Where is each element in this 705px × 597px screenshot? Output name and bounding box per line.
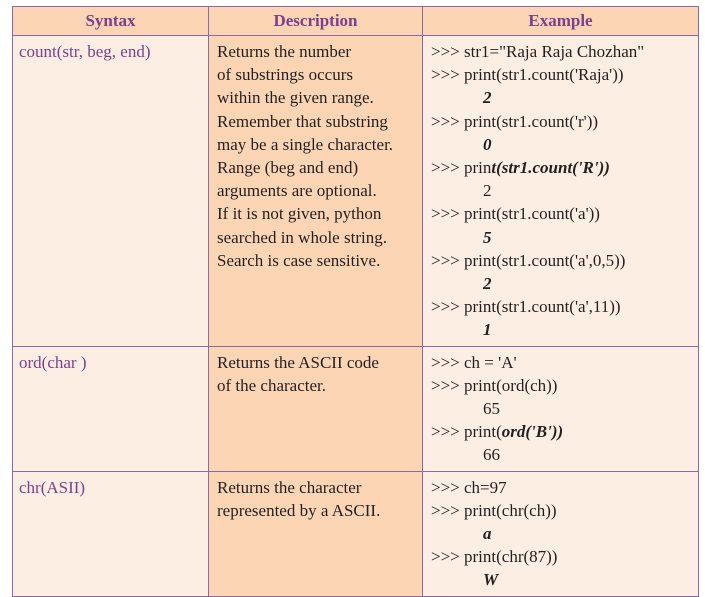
example-output: 0	[483, 134, 492, 154]
example-code-line	[431, 156, 690, 179]
description-line: Remember that substring	[217, 111, 388, 131]
example-code-line: >>> print(chr(ch))	[431, 500, 557, 520]
example-code-line: >>> str1="Raja Raja Chozhan"	[431, 42, 645, 61]
syntax-cell: ord(char )	[13, 346, 209, 471]
description-line: Search is case sensitive.	[217, 250, 381, 270]
header-description: Description	[209, 7, 423, 36]
example-output: 2	[483, 181, 492, 201]
example-code-line	[431, 420, 690, 443]
example-output: W	[483, 570, 499, 590]
description-line: Returns the character	[217, 477, 362, 497]
description-line: arguments are optional.	[217, 181, 377, 201]
example-output: 2	[483, 88, 492, 108]
example-code-line: >>> print(ord(ch))	[431, 375, 558, 395]
example-output: a	[483, 524, 492, 544]
example-code-line: >>> print(chr(87))	[431, 547, 558, 567]
description-line: Range (beg and end)	[217, 158, 359, 178]
example-code-line: >>> print(str1.count('a',0,5))	[431, 250, 626, 270]
description-line: Returns the ASCII code	[217, 352, 379, 372]
example-code-line: >>> print(str1.count('r'))	[431, 111, 599, 131]
description-line: within the given range.	[217, 88, 374, 108]
description-cell	[209, 471, 423, 596]
syntax-cell: chr(ASII)	[13, 471, 209, 596]
description-line: Returns the number	[217, 42, 352, 61]
table-header	[13, 7, 699, 36]
header-syntax: Syntax	[13, 7, 209, 36]
description-cell	[209, 36, 423, 347]
description-line: may be a single character.	[217, 134, 394, 154]
example-output: 1	[483, 320, 492, 340]
example-output: 5	[483, 227, 492, 247]
example-code-line: >>> ch=97	[431, 477, 507, 497]
table-row	[13, 346, 699, 471]
code-prefix: >>> prin	[431, 158, 492, 178]
example-code-line: >>> print(str1.count('a'))	[431, 204, 600, 224]
syntax-cell: count(str, beg, end)	[13, 36, 209, 347]
example-code-line: >>> print(str1.count('a',11))	[431, 297, 621, 317]
description-line: of substrings occurs	[217, 65, 353, 85]
code-emphasis: ord('B'))	[501, 422, 564, 442]
header-example: Example	[423, 7, 699, 36]
example-cell	[423, 471, 699, 596]
example-cell	[423, 36, 699, 347]
example-output: 2	[483, 274, 492, 294]
description-line: searched in whole string.	[217, 227, 387, 247]
description-line: of the character.	[217, 375, 327, 395]
string-functions-table	[12, 6, 699, 597]
code-emphasis: t(str1.count('R'))	[491, 158, 610, 178]
description-line: represented by a ASCII.	[217, 500, 381, 520]
description-cell	[209, 346, 423, 471]
example-cell	[423, 346, 699, 471]
header-row	[13, 7, 699, 36]
example-code-line: >>> print(str1.count('Raja'))	[431, 65, 624, 85]
table-row	[13, 36, 699, 347]
table-row	[13, 471, 699, 596]
example-output: 66	[483, 445, 500, 465]
description-line: If it is not given, python	[217, 204, 382, 224]
example-output: 65	[483, 399, 500, 419]
example-code-line: >>> ch = 'A'	[431, 352, 517, 372]
code-prefix: >>> print(	[431, 422, 502, 442]
